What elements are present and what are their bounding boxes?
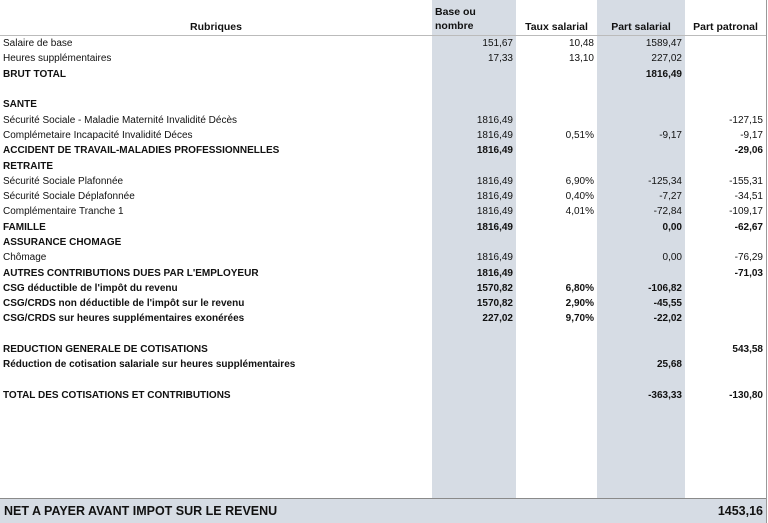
header-base: Base ou nombre (432, 0, 516, 36)
row-part-patronal (685, 82, 766, 97)
row-taux: 6,80% (565, 282, 594, 294)
row-taux (516, 327, 597, 342)
row-base (432, 97, 516, 112)
row-taux: 0,40% (565, 191, 594, 203)
table-row (0, 158, 766, 173)
row-base (432, 67, 516, 82)
row-taux (516, 388, 597, 403)
row-label: CSG/CRDS non déductible de l'impôt sur le revenu (3, 298, 245, 310)
row-part-salarial: 25,68 (656, 359, 682, 371)
row-taux (516, 342, 597, 357)
row-part-salarial: 1589,47 (645, 38, 682, 50)
row-part-patronal (685, 235, 766, 250)
row-base (432, 373, 516, 388)
table-row (0, 189, 766, 204)
row-part-patronal (685, 296, 766, 311)
row-label (0, 373, 432, 388)
row-taux (516, 357, 597, 372)
row-part-salarial: -72,84 (653, 206, 682, 218)
row-part-salarial: 0,00 (662, 221, 682, 233)
row-part-salarial (597, 158, 685, 173)
row-label: Salaire de base (3, 38, 73, 50)
row-taux: 13,10 (568, 53, 594, 65)
row-part-patronal (685, 36, 766, 52)
table-row (0, 112, 766, 127)
row-taux: 6,90% (565, 175, 594, 187)
row-part-salarial: -22,02 (653, 313, 682, 325)
row-part-patronal: -62,67 (734, 221, 763, 233)
row-base: 1570,82 (476, 298, 513, 310)
row-part-salarial (597, 327, 685, 342)
row-taux (516, 82, 597, 97)
row-part-salarial: -7,27 (659, 191, 682, 203)
row-taux (516, 158, 597, 173)
row-base (432, 158, 516, 173)
row-part-patronal: -130,80 (729, 389, 763, 401)
row-part-patronal (685, 281, 766, 296)
row-part-salarial (597, 373, 685, 388)
row-label: AUTRES CONTRIBUTIONS DUES PAR L'EMPLOYEUR (3, 267, 259, 279)
row-label (0, 82, 432, 97)
header-taux: Taux salarial (516, 0, 597, 36)
row-label: ACCIDENT DE TRAVAIL-MALADIES PROFESSIONNELLES (3, 145, 280, 157)
table-row (0, 235, 766, 250)
row-label: Sécurité Sociale Déplafonnée (3, 191, 135, 203)
row-taux (516, 220, 597, 235)
row-taux (516, 265, 597, 280)
row-taux (516, 97, 597, 112)
row-base: 17,33 (487, 53, 513, 65)
row-part-patronal (685, 311, 766, 326)
table-row (0, 311, 766, 326)
net-label: NET A PAYER AVANT IMPOT SUR LE REVENU (4, 504, 278, 518)
row-part-salarial: 0,00 (662, 252, 682, 264)
row-part-patronal: -76,29 (734, 252, 763, 264)
row-label: TOTAL DES COTISATIONS ET CONTRIBUTIONS (3, 389, 231, 401)
row-part-salarial (597, 342, 685, 357)
row-part-patronal: -127,15 (729, 114, 763, 126)
row-base: 1816,49 (476, 114, 513, 126)
table-row (0, 296, 766, 311)
header-part-patronal: Part patronal (685, 0, 766, 36)
row-base: 1816,49 (476, 145, 513, 157)
row-taux: 4,01% (565, 206, 594, 218)
row-part-salarial: 227,02 (651, 53, 682, 65)
blank-row (0, 327, 766, 342)
row-base (432, 342, 516, 357)
row-label: SANTE (3, 99, 37, 111)
row-label: Chômage (3, 252, 47, 264)
table-row (0, 388, 766, 403)
row-base: 1816,49 (476, 129, 513, 141)
row-label: CSG/CRDS sur heures supplémentaires exonérées (3, 313, 245, 325)
net-a-payer-bar (0, 498, 766, 523)
row-base (432, 388, 516, 403)
row-part-patronal (685, 373, 766, 388)
row-part-patronal: 543,58 (732, 344, 763, 356)
row-part-salarial: -9,17 (659, 129, 682, 141)
row-base: 1570,82 (476, 282, 513, 294)
table-row (0, 342, 766, 357)
row-base: 151,67 (482, 38, 513, 50)
row-taux: 2,90% (565, 298, 594, 310)
table-row (0, 174, 766, 189)
row-part-patronal: -155,31 (729, 175, 763, 187)
blank-row (0, 373, 766, 388)
row-base (432, 235, 516, 250)
header-row (0, 0, 766, 36)
header-part-salarial: Part salarial (597, 0, 685, 36)
row-base: 1816,49 (476, 221, 513, 233)
row-taux (516, 67, 597, 82)
table-row (0, 281, 766, 296)
row-part-patronal (685, 51, 766, 66)
header-rubriques: Rubriques (0, 0, 432, 36)
row-taux: 0,51% (565, 129, 594, 141)
table-row (0, 265, 766, 280)
row-label: FAMILLE (3, 221, 46, 233)
table-row (0, 250, 766, 265)
blank-row (0, 82, 766, 97)
row-part-salarial (597, 143, 685, 158)
row-part-patronal: -9,17 (740, 129, 763, 141)
row-part-salarial: -106,82 (648, 282, 682, 294)
table-row (0, 204, 766, 219)
row-part-salarial (597, 235, 685, 250)
table-row (0, 128, 766, 143)
row-part-salarial: -125,34 (648, 175, 682, 187)
row-taux (516, 373, 597, 388)
row-taux: 10,48 (568, 38, 594, 50)
payslip-rows (0, 36, 766, 404)
row-base (432, 357, 516, 372)
row-taux: 9,70% (565, 313, 594, 325)
row-part-salarial: -363,33 (648, 389, 682, 401)
row-label: Complémentaire Tranche 1 (3, 206, 124, 218)
row-part-patronal (685, 158, 766, 173)
row-label (0, 327, 432, 342)
row-part-patronal: -71,03 (734, 267, 763, 279)
row-taux (516, 250, 597, 265)
row-part-salarial (597, 97, 685, 112)
row-label: REDUCTION GENERALE DE COTISATIONS (3, 344, 208, 356)
table-row (0, 67, 766, 82)
row-label: Réduction de cotisation salariale sur heures supplémentaires (3, 359, 296, 371)
row-base (432, 82, 516, 97)
table-row (0, 143, 766, 158)
row-label: ASSURANCE CHOMAGE (3, 237, 122, 248)
row-label: Sécurité Sociale - Maladie Maternité Invalidité Décès (3, 114, 237, 126)
row-label: CSG déductible de l'impôt du revenu (3, 282, 178, 294)
row-part-patronal (685, 67, 766, 82)
table-row (0, 51, 766, 66)
row-part-patronal (685, 327, 766, 342)
row-base: 1816,49 (476, 252, 513, 264)
row-base: 1816,49 (476, 191, 513, 203)
row-part-salarial (597, 112, 685, 127)
row-part-patronal (685, 97, 766, 112)
row-taux (516, 112, 597, 127)
row-part-patronal (685, 357, 766, 372)
row-part-patronal: -109,17 (729, 206, 763, 218)
row-label: Complémetaire Incapacité Invalidité Déces (3, 129, 193, 141)
row-label: Sécurité Sociale Plafonnée (3, 175, 124, 187)
row-label: RETRAITE (3, 160, 53, 172)
row-part-salarial (597, 265, 685, 280)
row-label: BRUT TOTAL (3, 68, 66, 80)
row-part-patronal: -34,51 (734, 191, 763, 203)
row-part-salarial: 1816,49 (645, 68, 682, 80)
row-part-salarial: -45,55 (653, 298, 682, 310)
right-border (766, 0, 767, 523)
row-taux (516, 143, 597, 158)
net-value: 1453,16 (717, 504, 763, 518)
row-part-salarial (597, 82, 685, 97)
row-base: 1816,49 (476, 175, 513, 187)
row-base: 1816,49 (476, 267, 513, 279)
table-row (0, 36, 766, 52)
row-taux (516, 235, 597, 250)
table-row (0, 220, 766, 235)
table-row (0, 357, 766, 372)
row-base: 227,02 (482, 313, 513, 325)
row-part-patronal: -29,06 (734, 145, 763, 157)
row-label: Heures supplémentaires (3, 53, 112, 65)
row-base (432, 327, 516, 342)
table-row (0, 97, 766, 112)
row-base: 1816,49 (476, 206, 513, 218)
